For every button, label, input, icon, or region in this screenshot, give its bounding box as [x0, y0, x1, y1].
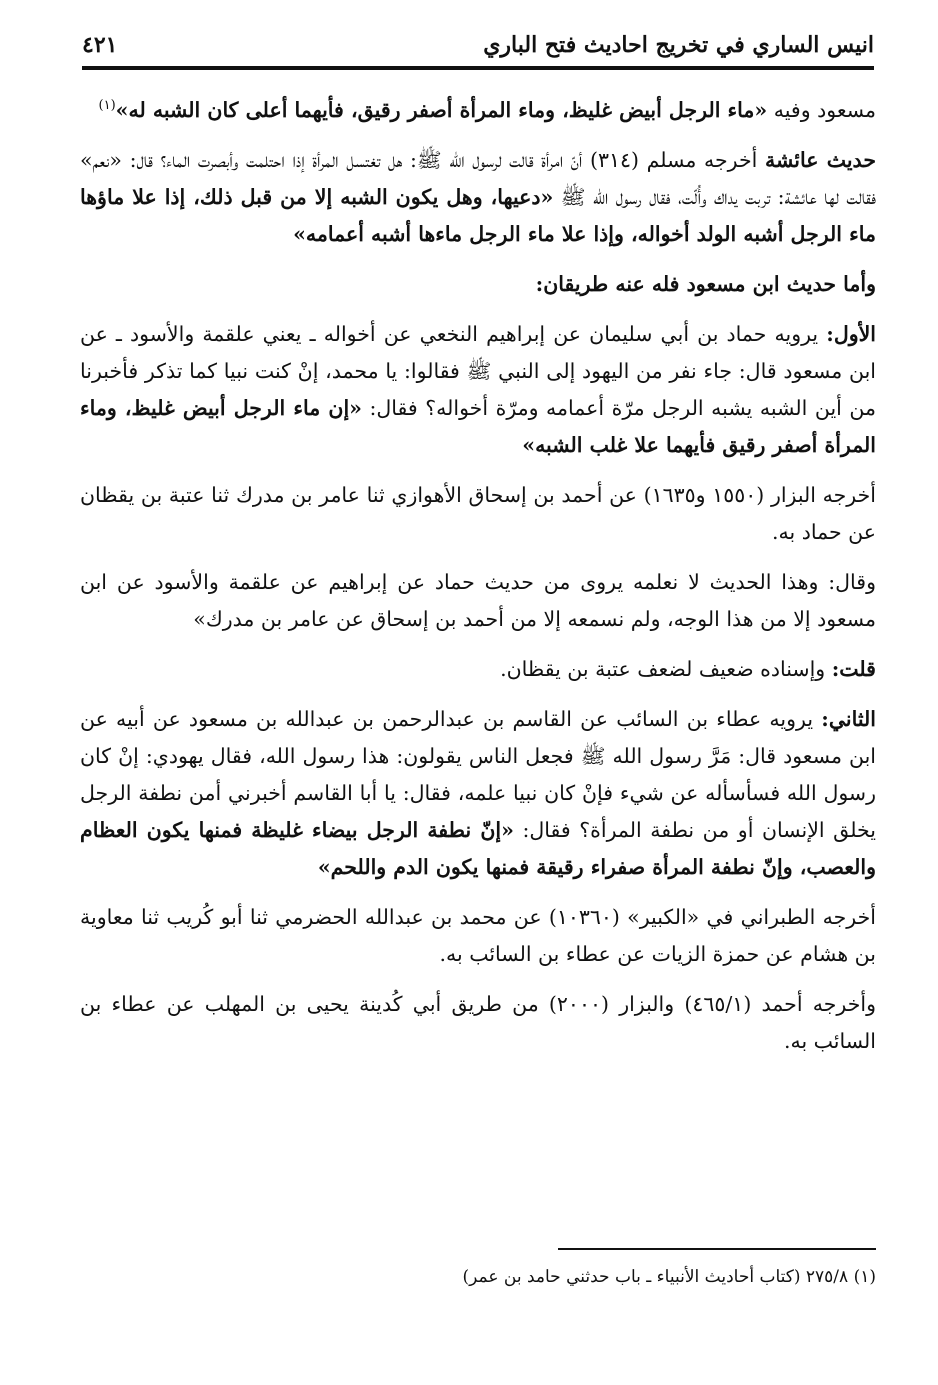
paragraph — [80, 701, 876, 886]
quoted-hadith: «إن ماء الرجل أبيض غليظ، وماء المرأة أصفر رقيق فأيهما علا غلب الشبه» — [80, 396, 876, 457]
text-segment: أخرجه الطبراني في «الكبير» (١٠٣٦٠) عن محمد بن عبدالله الحضرمي ثنا أبو كُريب ثنا معاوية بن هشام عن حمزة الزيات عن عطاء بن السائب به. — [80, 905, 876, 966]
book-title: انيس الساري في تخريج احاديث فتح الباري — [483, 32, 874, 58]
text-segment: مسعود وفيه — [767, 98, 876, 122]
footnote-ref: (١) — [98, 98, 116, 114]
section-label: قلت: — [831, 657, 876, 681]
quoted-hadith: «إنّ نطفة الرجل بيضاء غليظة فمنها يكون العظام والعصب، وإنّ نطفة المرأة صفراء رقيقة فمنها يكون الدم واللحم» — [80, 818, 876, 879]
running-header — [82, 28, 874, 72]
paragraph — [80, 899, 876, 973]
section-label: حديث عائشة — [764, 148, 876, 172]
paragraph — [80, 266, 876, 303]
quoted-hadith: «ماء الرجل أبيض غليظ، وماء المرأة أصفر رقيق، فأيهما أعلى كان الشبه له» — [115, 98, 768, 122]
footnote-rule — [558, 1248, 876, 1250]
text-segment: وأخرجه أحمد (٤٦٥/١) والبزار (٢٠٠٠) من طريق أبي كُدينة يحيى بن المهلب عن عطاء بن السائب به. — [80, 992, 876, 1053]
section-label: الثاني: — [821, 707, 876, 731]
paragraph — [80, 564, 876, 638]
text-segment: وقال: وهذا الحديث لا نعلمه يروى من حديث حماد عن إبراهيم عن علقمة والأسود عن ابن مسعود إلا من هذا الوجه، ولم نسمعه إلا من أحمد بن إسحاق عن عامر بن مدرك» — [80, 570, 876, 631]
footnote: (١) ٢٧٥/٨ (كتاب أحاديث الأنبياء ـ باب حدثني حامد بن عمر) — [462, 1267, 876, 1287]
header-rule — [82, 66, 874, 70]
text-segment: يرويه حماد بن أبي سليمان عن إبراهيم النخعي عن أخواله ـ يعني علقمة والأسود ـ عن ابن مسعود قال: جاء نفر من اليهود إلى النبي ﷺ فقالوا: يا محمد، إنْ كنت نبيا كما تذكر فأخبرنا من أين الشبه يشبه الرجل مرّة أعمامه ومرّة أخواله؟ فقال: — [80, 322, 876, 420]
page-body — [80, 92, 876, 1073]
paragraph — [80, 92, 876, 129]
section-label: الأول: — [826, 322, 876, 346]
page-number: ٤٢١ — [82, 32, 118, 58]
section-heading: وأما حديث ابن مسعود فله عنه طريقان: — [535, 272, 876, 296]
text-segment: يرويه عطاء بن السائب عن القاسم بن عبدالرحمن بن عبدالله بن مسعود عن أبيه عن ابن مسعود قال: مَرَّ رسول الله ﷺ فجعل الناس يقولون: هذا رسول الله، فقال يهودي: إنْ كان رسول الله فسأسأله عن شيء فإنْ كان نبيا علمه، فقال: يا أبا القاسم أخبرني أمن نطفة الرجل يخلق الإنسان أو من نطفة المرأة؟ فقال: — [80, 707, 876, 842]
text-segment: وإسناده ضعيف لضعف عتبة بن يقظان. — [500, 657, 832, 681]
paragraph — [80, 316, 876, 464]
text-segment: أخرجه البزار (١٥٥٠ و١٦٣٥) عن أحمد بن إسحاق الأهوازي ثنا عامر بن مدرك ثنا عتبة بن يقظان عن حماد به. — [80, 483, 876, 544]
paragraph — [80, 651, 876, 688]
paragraph — [80, 986, 876, 1060]
paragraph — [80, 142, 876, 253]
paragraph — [80, 477, 876, 551]
quoted-hadith: «دعيها، وهل يكون الشبه إلا من قبل ذلك، إذا علا ماؤها ماء الرجل أشبه الولد أخواله، وإذا علا ماء الرجل ماءها أشبه أعمامه» — [80, 185, 876, 246]
text-segment: أخرجه مسلم (٣١٤) أنّ امرأة قالت لرسول الله ﷺ: هل تغتسل المرأة إذا احتلمت وأبصرت الماء؟ قال: «نعم» فقالت لها عائشة: تربت يداك وأُلّت، فقال رسول الله ﷺ — [80, 148, 876, 209]
